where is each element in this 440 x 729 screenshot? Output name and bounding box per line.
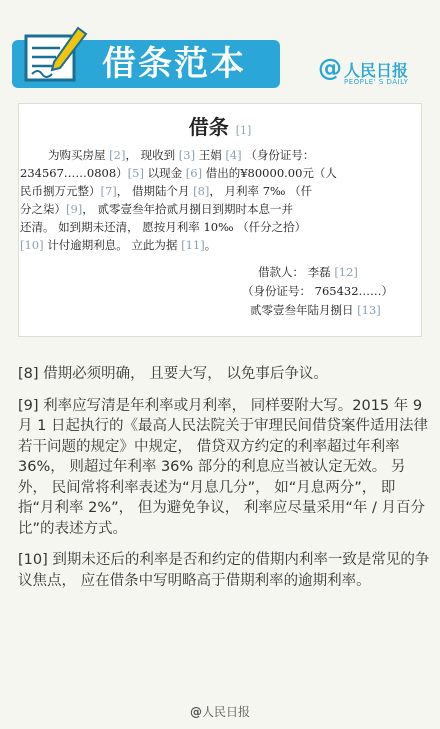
reference-marker: [9] xyxy=(66,202,83,216)
borrower-ref: [12] xyxy=(334,265,358,279)
reference-marker: [5] xyxy=(127,166,144,180)
document-text: 以现金 xyxy=(143,166,186,180)
document-line xyxy=(20,236,422,254)
reference-marker: [10] xyxy=(20,238,44,252)
sign-date: 贰零壹叁年陆月捌日 xyxy=(250,303,354,317)
document-line xyxy=(20,218,422,236)
reference-marker: [7] xyxy=(100,184,117,198)
reference-marker: [6] xyxy=(185,166,203,180)
note-item: [8] 借期必须明确， 且要大写， 以免事后争议。 xyxy=(18,366,328,382)
document-title-text: 借条 xyxy=(188,115,229,139)
document-text: 为购买房屋 xyxy=(48,148,110,162)
reference-marker: [11] xyxy=(181,238,205,252)
note-item: [10] 到期未还后的利率是否和约定的借期内利率一致是常见的争议焦点， 应在借条中写明略高于借期利率的逾期利率。 xyxy=(18,552,430,589)
reference-marker: [2] xyxy=(109,148,126,162)
document-text: 分之柒） xyxy=(20,202,66,216)
document-text: 234567……0808） xyxy=(20,166,128,180)
document-line xyxy=(20,200,422,218)
document-text: 还清。 如到期未还清， 愿按月利率 10‰ （仟分之拾） xyxy=(20,220,307,234)
document-text: ， 月利率 7‰ （仟 xyxy=(209,184,313,198)
borrower-name: 借款人： 李磊 xyxy=(258,265,331,279)
document-text: （身份证号： xyxy=(241,148,315,162)
document-body xyxy=(20,146,422,254)
footer-watermark xyxy=(0,703,440,720)
document-title-ref: [1] xyxy=(235,124,252,137)
note-item: [9] 利率应写清是年利率或月利率， 同样要附大写。2015 年 9 月 1 日起执行的《最高人民法院关于审理民间借贷案件适用法律若干问题的规定》中规定， 借贷双方约定的利率超过年利率 36%， 则超过年利率 36% 部分的利息应当被认定无效。 另外， 民间常将利率表述为“月息几分”， 如“月息两分”， 即指“月利率 2%”， 但为避免争议， 利率应尽量采用“年 / 月百分比”的表述方式。 xyxy=(18,397,428,537)
banner-title: 借条范本 xyxy=(102,44,246,84)
brand-name-en: PEOPLE' S DAILY xyxy=(344,78,409,86)
notes-section xyxy=(18,364,430,602)
document-line xyxy=(20,164,422,182)
reference-marker: [3] xyxy=(178,148,196,162)
header-banner xyxy=(0,0,440,100)
document-text: 。 xyxy=(204,238,217,252)
brand-at-symbol: @ xyxy=(318,54,342,82)
reference-marker: [8] xyxy=(193,184,210,198)
brand-name: 人民日报 xyxy=(344,61,409,80)
signature-block xyxy=(230,263,420,320)
document-line xyxy=(20,146,422,164)
borrower-line xyxy=(230,263,420,282)
document-text: ， 贰零壹叁年拾贰月捌日到期时本息一并 xyxy=(82,202,293,216)
notepad-pen-icon xyxy=(20,26,90,86)
document-text: 计付逾期利息。 立此为据 xyxy=(43,238,182,252)
footer-brand: 人民日报 xyxy=(201,705,250,719)
sign-date-line xyxy=(230,301,420,320)
document-text: ， 现收到 xyxy=(125,148,179,162)
document-line xyxy=(20,182,422,200)
document-text: ， 借期陆个月 xyxy=(116,184,194,198)
document-title xyxy=(0,111,440,140)
document-text: 借出的¥80000.00元（人 xyxy=(202,166,337,180)
document-text: 民币捌万元整） xyxy=(20,184,101,198)
borrower-id: （身份证号： 765432……） xyxy=(242,284,394,298)
reference-marker: [4] xyxy=(225,148,242,162)
sign-date-ref: [13] xyxy=(357,303,381,317)
footer-at-symbol: @ xyxy=(189,705,202,719)
document-text: 王娟 xyxy=(195,148,226,162)
